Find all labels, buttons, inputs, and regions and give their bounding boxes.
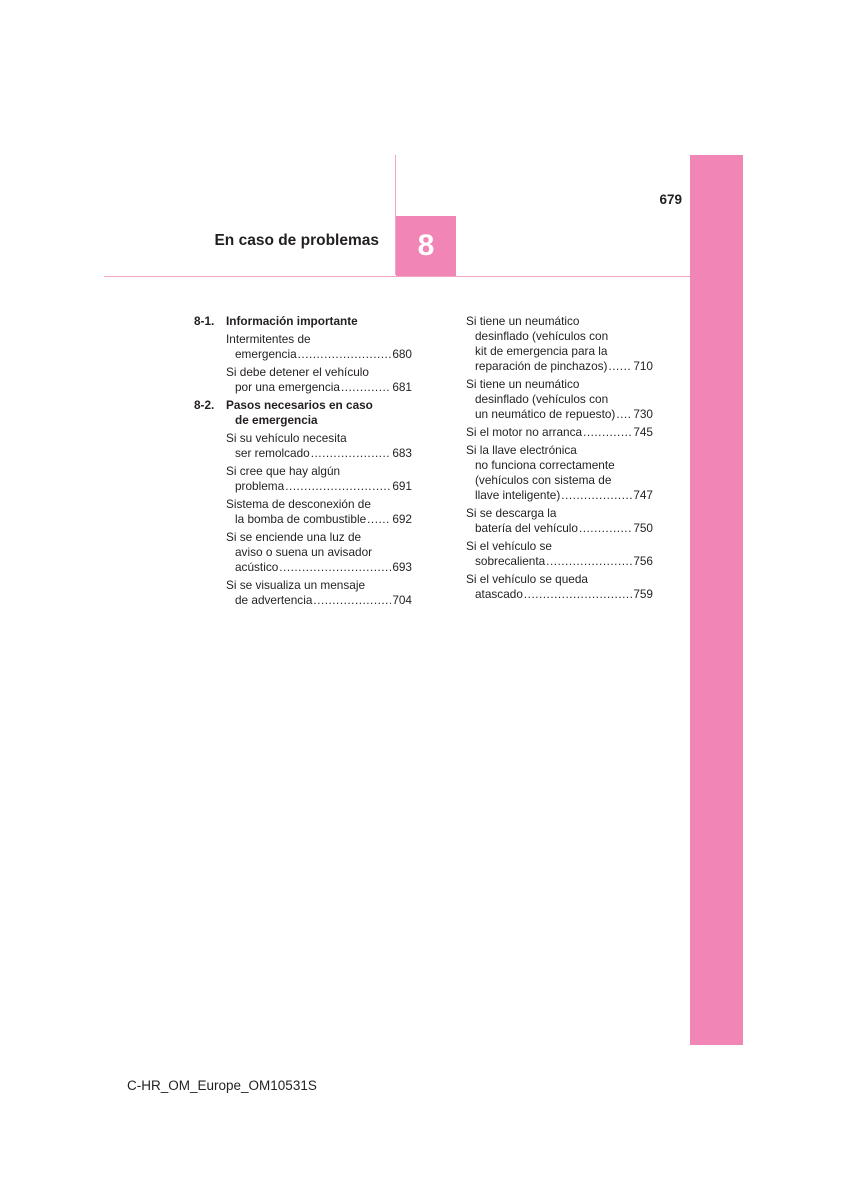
toc-entry-text: Si el vehículo se [466,539,552,553]
toc-entry-text: Si el vehículo se queda [466,572,588,586]
toc-entry-last-line [466,488,653,503]
toc-entry-text: sobrecalienta [475,554,546,568]
toc-leader-dots [524,587,632,602]
toc-entry-text: problema [235,479,285,493]
header-horizontal-rule [104,276,690,277]
toc-entry-text: por una emergencia [235,380,340,394]
toc-page-number: 730 [633,407,653,421]
toc-entry-last-line [226,593,412,608]
toc-section-title: Información importante [226,314,358,328]
toc-page-number: 745 [633,425,653,439]
toc-entry-last-line [226,512,412,527]
toc-entry-text: Si tiene un neumático [466,314,580,328]
toc-entry [194,464,412,494]
toc-entry [466,539,653,569]
toc-entry-last-line [226,560,412,575]
toc-page-number: 759 [633,587,653,601]
toc-entry-text: Si debe detener el vehículo [226,365,369,379]
toc-entry [466,506,653,536]
toc-leader-dots [313,593,391,608]
toc-entry-text: la bomba de combustible [235,512,367,526]
toc-page-number: 747 [633,488,653,502]
toc-entry-text: de advertencia [235,593,313,607]
toc-leader-dots [616,407,632,422]
toc-leader-dots [341,380,391,395]
toc-section-heading [194,398,412,428]
toc-leader-dots [285,479,391,494]
toc-entry-last-line [466,425,653,440]
toc-entry-text: Si se enciende una luz de [226,530,362,544]
toc-page-number: 704 [392,593,412,607]
toc-entry [194,578,412,608]
toc-section-title: Pasos necesarios en caso [226,398,373,412]
toc-entry-text: emergencia [235,347,297,361]
toc-entry [466,443,653,503]
toc-entry-last-line [466,407,653,422]
toc-entry-last-line [226,446,412,461]
toc-leader-dots [608,359,632,374]
toc-entry-text: desinflado (vehículos con [475,392,609,406]
toc-entry [194,365,412,395]
toc-entry-last-line [466,521,653,536]
toc-entry [194,431,412,461]
chapter-title: En caso de problemas [214,232,379,249]
page-number: 679 [659,192,682,207]
toc-page-number: 681 [392,380,412,394]
toc-entry [194,497,412,527]
toc-entry-text: un neumático de repuesto) [475,407,616,421]
toc-page-number: 683 [392,446,412,460]
toc-entry-text: batería del vehículo [475,521,578,535]
toc-entry-last-line [466,359,653,374]
toc-page-number: 691 [392,479,412,493]
toc-entry-text: (vehículos con sistema de [475,473,612,487]
toc-page-number: 693 [392,560,412,574]
toc-entry-text: aviso o suena un avisador [235,545,373,559]
chapter-number: 8 [417,229,435,262]
toc-entry-text: Intermitentes de [226,332,311,346]
toc-leader-dots [279,560,391,575]
toc-entry-text: atascado [475,587,523,601]
toc-entry-last-line [226,479,412,494]
toc-leader-dots [367,512,391,527]
toc-entry-text: Si se visualiza un mensaje [226,578,366,592]
toc-section-heading [194,314,412,329]
toc-section-number: 8-2. [194,398,215,412]
toc-entry-text: kit de emergencia para la [475,344,608,358]
toc-right-column [466,314,653,605]
toc-entry-text: Sistema de desconexión de [226,497,371,511]
chapter-side-tab [690,155,743,1045]
toc-entry [466,425,653,440]
document-code: C-HR_OM_Europe_OM10531S [127,1078,317,1093]
toc-entry [466,572,653,602]
toc-leader-dots [561,488,632,503]
toc-entry-text: desinflado (vehículos con [475,329,609,343]
toc-leader-dots [298,347,392,362]
toc-leader-dots [579,521,632,536]
toc-section-number: 8-1. [194,314,215,328]
toc-entry-text: llave inteligente) [475,488,561,502]
toc-entry-text: ser remolcado [235,446,310,460]
toc-entry-last-line [226,347,412,362]
toc-entry-last-line [226,380,412,395]
toc-page-number: 756 [633,554,653,568]
toc-entry-text: no funciona correctamente [475,458,615,472]
toc-entry-last-line [466,587,653,602]
toc-page-number: 750 [633,521,653,535]
toc-entry [194,332,412,362]
chapter-number-badge [396,216,456,276]
toc-entry-text: Si la llave electrónica [466,443,577,457]
toc-entry-text: Si tiene un neumático [466,377,580,391]
toc-leader-dots [546,554,632,569]
toc-entry-text: Si el motor no arranca [466,425,583,439]
toc-leader-dots [311,446,392,461]
toc-entry [194,530,412,575]
toc-entry-last-line [466,554,653,569]
toc-page-number: 710 [633,359,653,373]
toc-page-number: 680 [392,347,412,361]
toc-page-number: 692 [392,512,412,526]
toc-entry-text: Si cree que hay algún [226,464,341,478]
toc-entry-text: acústico [235,560,279,574]
toc-leader-dots [583,425,632,440]
toc-section-title: de emergencia [235,413,318,427]
toc-entry-text: reparación de pinchazos) [475,359,608,373]
toc-left-column [194,314,412,611]
toc-entry-text: Si se descarga la [466,506,557,520]
toc-entry [466,314,653,374]
toc-entry [466,377,653,422]
toc-entry-text: Si su vehículo necesita [226,431,347,445]
